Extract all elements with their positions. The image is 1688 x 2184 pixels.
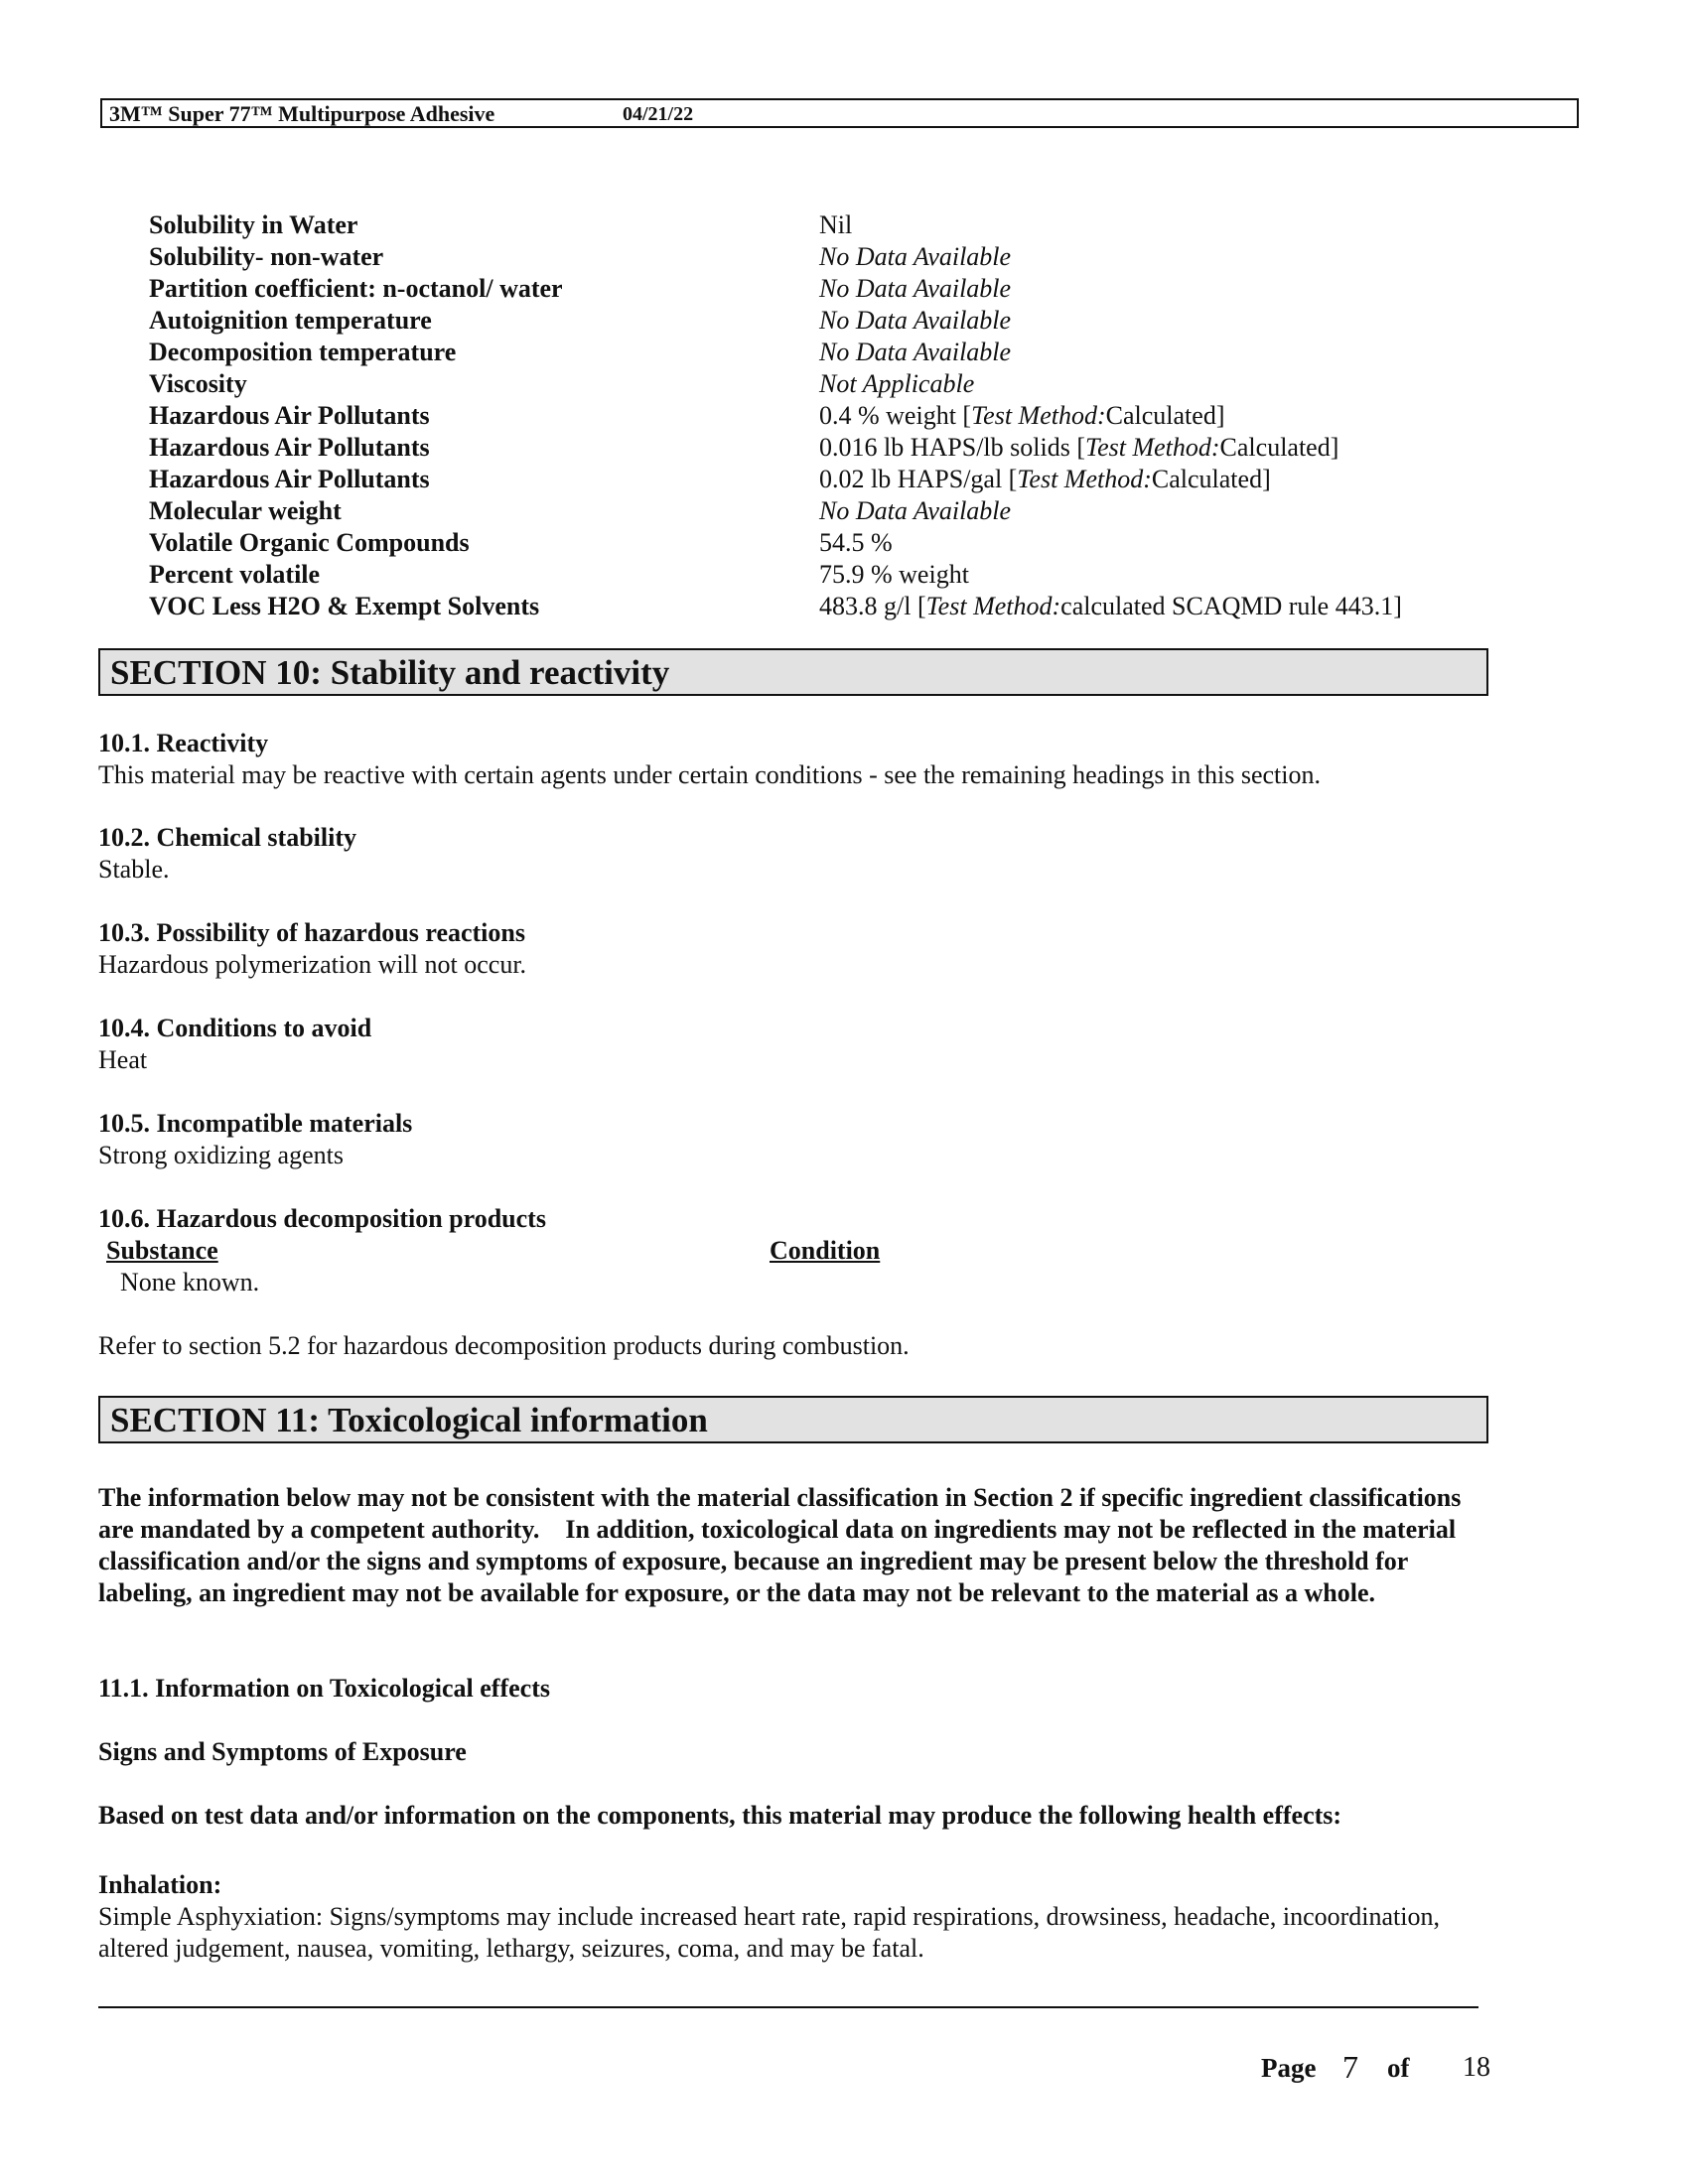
incompatible-materials-text: Strong oxidizing agents [98, 1141, 344, 1169]
condition-label: Condition [770, 1236, 881, 1265]
toxicology-intro: The information below may not be consistent with the material classification in Section 2 if specific ingredient classifications are mandated by a competent authority. In addition, toxicological data on ingredients may not be reflected in the material classification and/or the signs and symptoms of exposure, because an ingredient may be present below the threshold for labeling, an ingredient may not be available for exposure, or the data may not be relevant to the material as a whole. [98, 1483, 1468, 1607]
property-label: Hazardous Air Pollutants [149, 465, 430, 493]
toxicological-effects-heading: 11.1. Information on Toxicological effects [98, 1674, 550, 1703]
section-11-header [98, 1396, 1488, 1443]
property-value: No Data Available [819, 338, 1012, 366]
reactivity-text: This material may be reactive with certain agents under certain conditions - see the remaining headings in this section. [98, 760, 1321, 789]
property-value: No Data Available [819, 274, 1012, 303]
property-label: Hazardous Air Pollutants [149, 401, 430, 430]
property-row [149, 209, 1479, 241]
conditions-to-avoid-text: Heat [98, 1045, 148, 1074]
condition-column-header [770, 1235, 880, 1267]
property-label: Autoignition temperature [149, 306, 432, 335]
property-value: 54.5 % [819, 528, 893, 557]
incompatible-materials-heading: 10.5. Incompatible materials [98, 1109, 413, 1138]
chemical-stability-heading: 10.2. Chemical stability [98, 823, 356, 852]
value-text: 483.8 g/l [ [819, 592, 926, 620]
property-row [149, 400, 1479, 432]
value-text: calculated SCAQMD rule 443.1] [1060, 592, 1402, 620]
inhalation-heading: Inhalation: [98, 1870, 222, 1899]
test-method-label: Test Method: [1017, 465, 1152, 493]
footer-rule [98, 2006, 1478, 2008]
property-label: Hazardous Air Pollutants [149, 433, 430, 462]
test-method-label: Test Method: [925, 592, 1061, 620]
decomposition-value: None known. [120, 1268, 260, 1297]
test-method-label: Test Method: [971, 401, 1106, 430]
property-row [149, 591, 1479, 622]
value-text: 0.016 lb HAPS/lb solids [ [819, 433, 1085, 462]
property-value: No Data Available [819, 496, 1012, 525]
property-row [149, 432, 1479, 464]
section-title: SECTION 11: Toxicological information [110, 1401, 708, 1439]
property-value [819, 464, 1271, 495]
property-value [819, 400, 1224, 432]
property-label: Percent volatile [149, 560, 321, 589]
section-10-header [98, 648, 1488, 696]
property-value [819, 432, 1338, 464]
of-label: of [1387, 2053, 1410, 2083]
reactivity-heading: 10.1. Reactivity [98, 729, 269, 757]
substance-column-header [106, 1235, 218, 1267]
value-text: Calculated] [1105, 401, 1225, 430]
value-text: 0.02 lb HAPS/gal [ [819, 465, 1018, 493]
value-text: Calculated] [1219, 433, 1339, 462]
properties-table [149, 209, 1479, 622]
test-method-label: Test Method: [1085, 433, 1220, 462]
signs-symptoms-heading: Signs and Symptoms of Exposure [98, 1737, 467, 1766]
property-row [149, 337, 1479, 368]
substance-label: Substance [106, 1236, 218, 1265]
decomposition-products-heading: 10.6. Hazardous decomposition products [98, 1204, 546, 1233]
chemical-stability-text: Stable. [98, 855, 170, 884]
total-pages: 18 [1463, 2052, 1490, 2083]
value-text: Calculated] [1151, 465, 1271, 493]
property-row [149, 559, 1479, 591]
page-label: Page [1261, 2053, 1317, 2083]
health-effects-statement: Based on test data and/or information on the components, this material may produce the following health effects: [98, 1801, 1342, 1830]
property-label: Viscosity [149, 369, 247, 398]
section-title: SECTION 10: Stability and reactivity [110, 653, 670, 692]
property-row [149, 305, 1479, 337]
property-value: Nil [819, 210, 853, 239]
page-number: 7 [1342, 2049, 1358, 2085]
hazardous-reactions-text: Hazardous polymerization will not occur. [98, 950, 527, 979]
property-value [819, 591, 1402, 622]
property-value: No Data Available [819, 306, 1012, 335]
property-row [149, 368, 1479, 400]
property-label: Decomposition temperature [149, 338, 457, 366]
property-row [149, 241, 1479, 273]
hazardous-reactions-heading: 10.3. Possibility of hazardous reactions [98, 918, 525, 947]
property-row [149, 464, 1479, 495]
document-date: 04/21/22 [623, 103, 694, 125]
property-label: VOC Less H2O & Exempt Solvents [149, 592, 540, 620]
inhalation-text: Simple Asphyxiation: Signs/symptoms may include increased heart rate, rapid respirations, drowsiness, headache, incoordination, altered judgement, nausea, vomiting, lethargy, seizures, coma, and may be fatal. [98, 1902, 1440, 1963]
property-label: Volatile Organic Compounds [149, 528, 470, 557]
property-label: Solubility- non-water [149, 242, 384, 271]
property-label: Molecular weight [149, 496, 342, 525]
value-text: 0.4 % weight [ [819, 401, 972, 430]
property-value: Not Applicable [819, 369, 975, 398]
property-label: Partition coefficient: n-octanol/ water [149, 274, 563, 303]
property-value: No Data Available [819, 242, 1012, 271]
property-row [149, 273, 1479, 305]
refer-note: Refer to section 5.2 for hazardous decomposition products during combustion. [98, 1331, 910, 1360]
property-label: Solubility in Water [149, 210, 358, 239]
property-row [149, 495, 1479, 527]
property-row [149, 527, 1479, 559]
document-title: 3M™ Super 77™ Multipurpose Adhesive [109, 101, 495, 126]
property-value: 75.9 % weight [819, 560, 969, 589]
conditions-to-avoid-heading: 10.4. Conditions to avoid [98, 1014, 372, 1042]
